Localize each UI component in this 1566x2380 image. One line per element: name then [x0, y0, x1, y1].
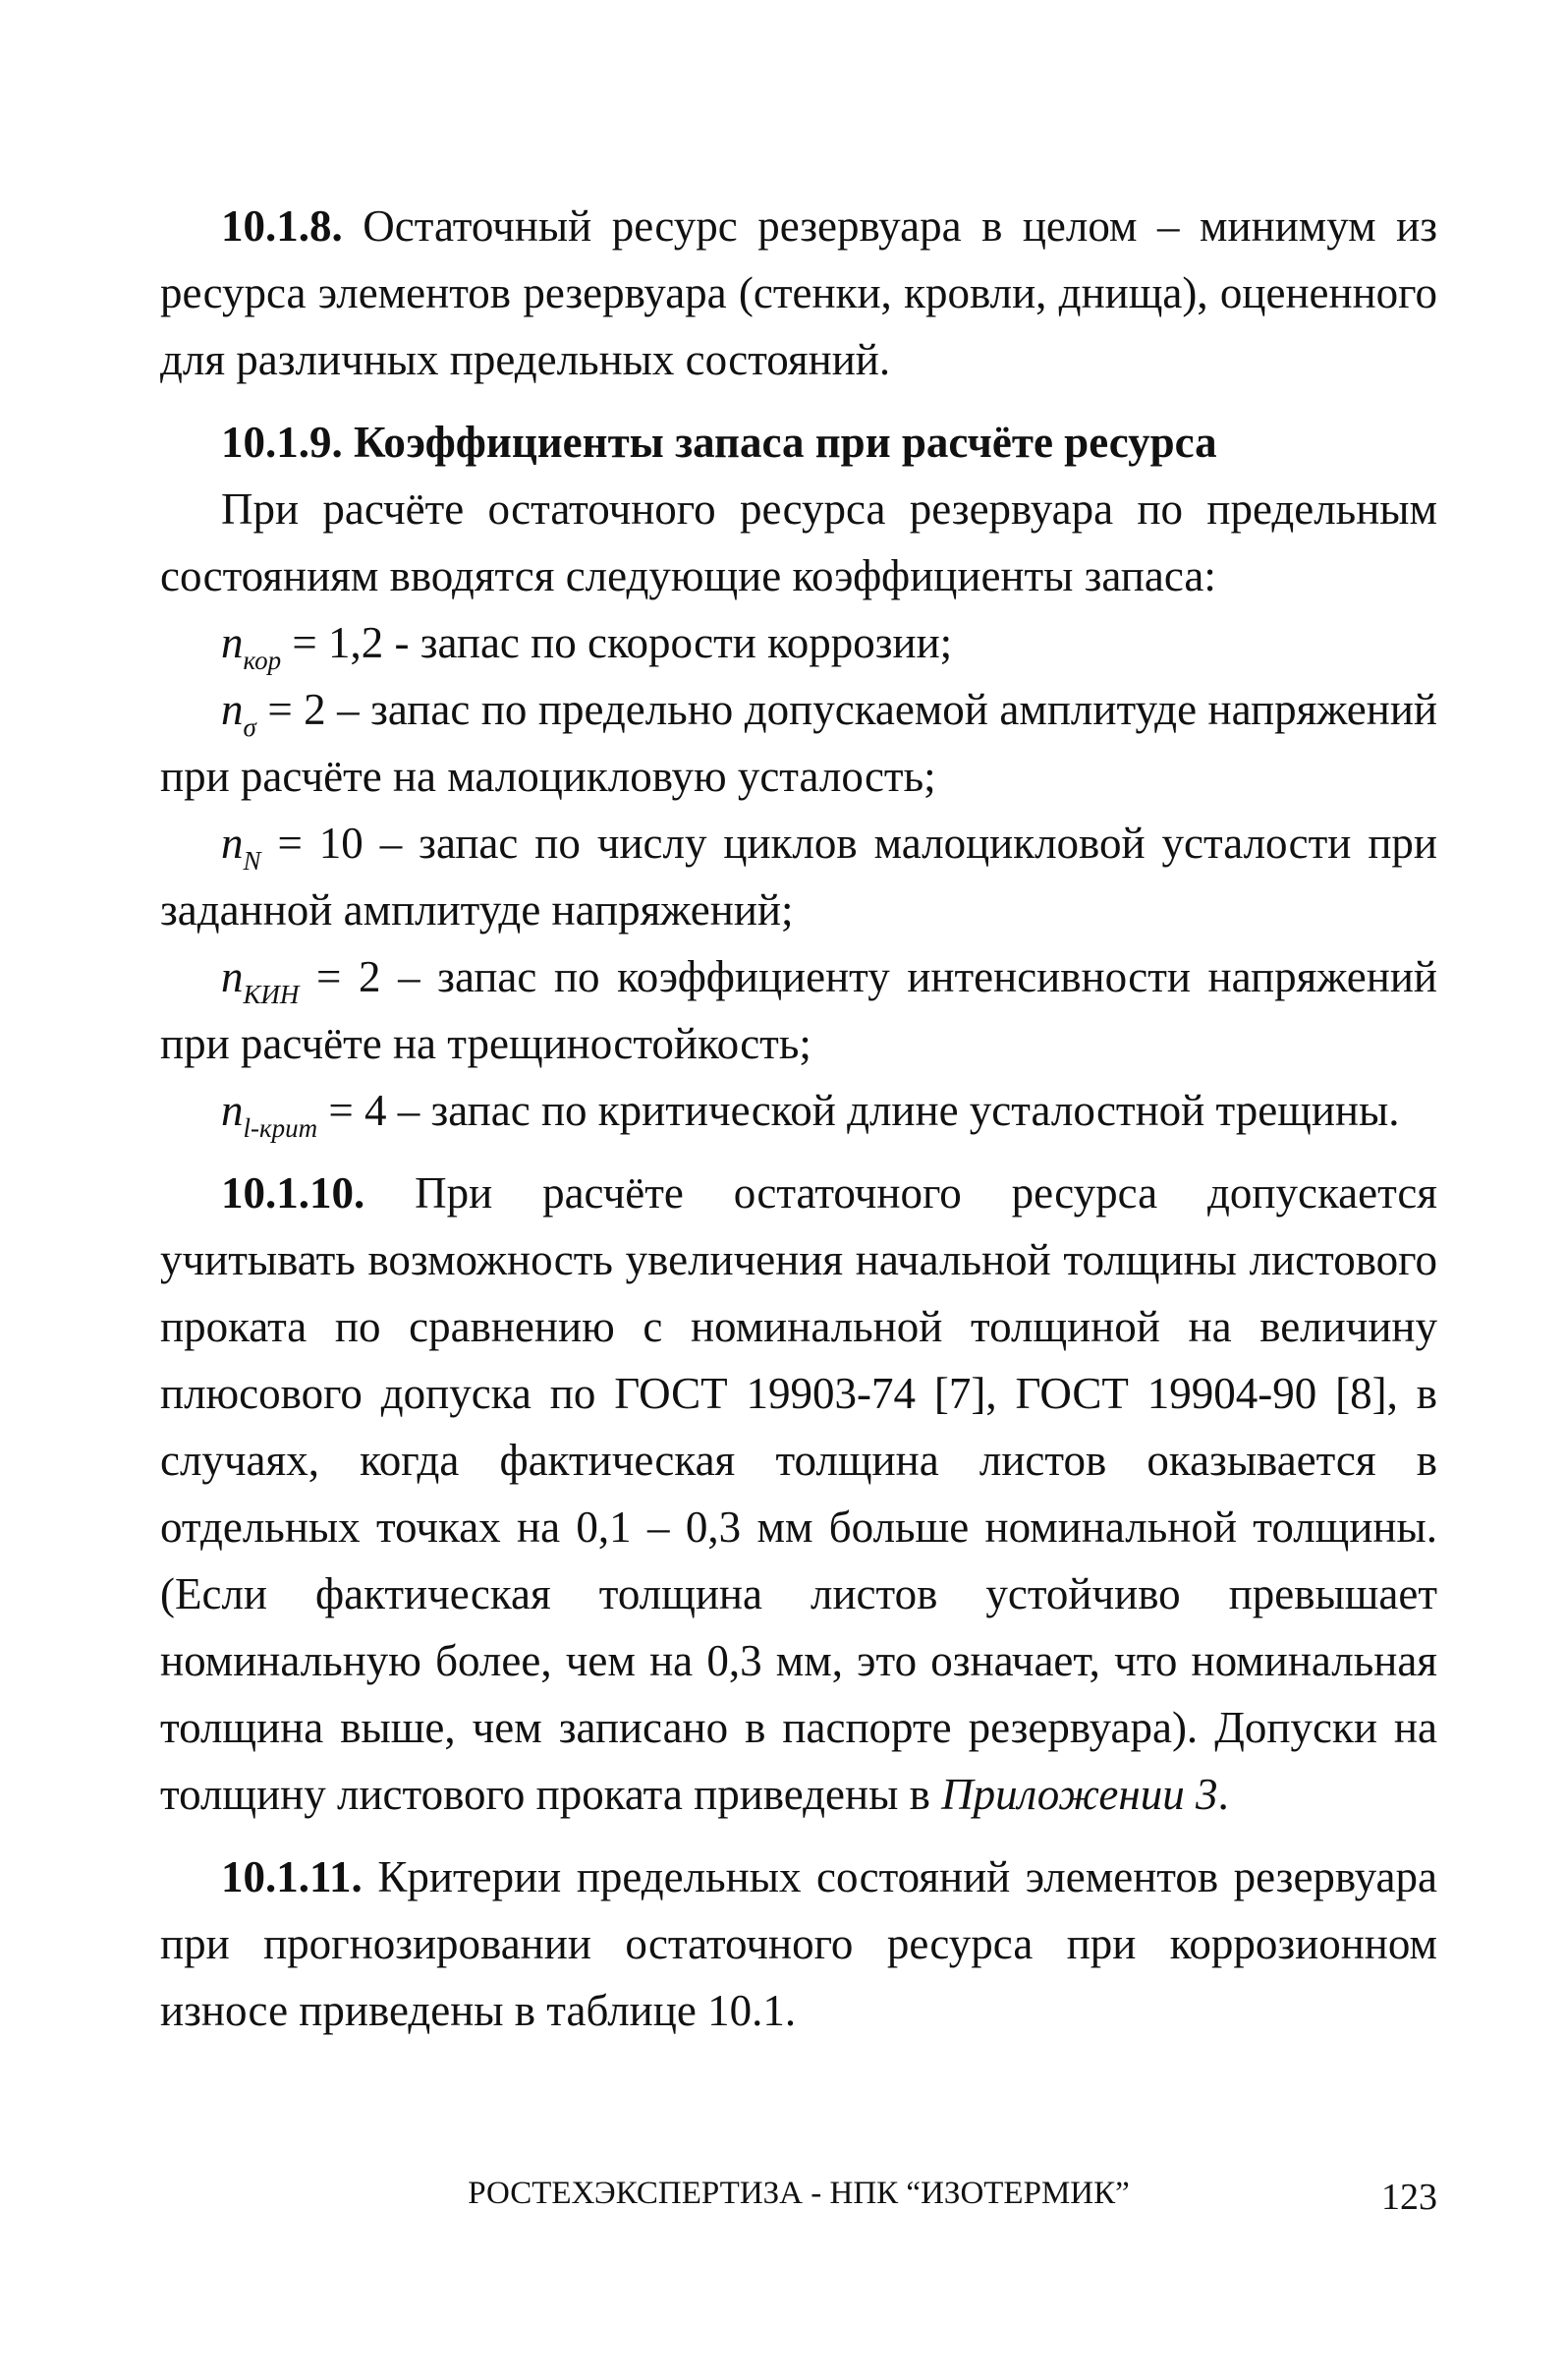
factor-text: = 2 – запас по предельно допускаемой амплитуде напряжений при расчёте на малоцикловую усталость; — [160, 685, 1437, 801]
factor-symbol: n — [221, 952, 244, 1001]
section-10-1-10 — [160, 1160, 1437, 1828]
factor-subscript: l-крит — [243, 1113, 318, 1143]
section-10-1-8 — [160, 193, 1437, 393]
factor-text: = 1,2 - запас по скорости коррозии; — [281, 618, 953, 667]
factor-symbol: n — [221, 618, 244, 667]
section-number: 10.1.11. — [221, 1852, 363, 1901]
factor-text: = 4 – запас по критической длине усталостной трещины. — [317, 1086, 1400, 1135]
factor-subscript: кор — [243, 646, 282, 675]
section-10-1-11 — [160, 1843, 1437, 2044]
section-text-end: . — [1217, 1770, 1229, 1819]
factor-n-sigma — [160, 676, 1437, 810]
page-number: 123 — [1381, 2177, 1437, 2218]
factor-symbol: n — [221, 819, 244, 868]
factor-subscript: N — [243, 846, 261, 876]
appendix-reference: Приложении 3 — [941, 1770, 1218, 1819]
factor-n-kor — [160, 609, 1437, 676]
section-text: При расчёте остаточного ресурса допускается учитывать возможность увеличения начальной толщины листового проката по сравнению с номинальной толщиной на величину плюсового допуска по ГОСТ 19903-74 [7], ГОСТ 19904-90 [8], в случаях, когда фактическая толщина листов оказывается в отдельных точках на 0,1 – 0,3 мм больше номинальной толщины. (Если фактическая толщина листов устойчиво превышает номинальную более, чем на 0,3 мм, это означает, что номинальная толщина выше, чем записано в паспорте резервуара). Допуски на толщину листового проката приведены в — [160, 1168, 1437, 1819]
section-text: Остаточный ресурс резервуара в целом – минимум из ресурса элементов резервуара (стенки, кровли, днища), оцененного для различных предельных состояний. — [160, 201, 1437, 384]
footer-publisher: РОСТЕХЭКСПЕРТИЗА - НПК “ИЗОТЕРМИК” — [468, 2176, 1130, 2211]
page-footer — [160, 2176, 1437, 2235]
factor-n-kin — [160, 943, 1437, 1077]
section-10-1-9-heading — [160, 409, 1437, 476]
section-number: 10.1.8. — [221, 201, 343, 251]
factor-symbol: n — [221, 685, 244, 734]
factor-subscript: σ — [243, 712, 256, 742]
document-body — [160, 193, 1437, 2044]
factor-n-N — [160, 810, 1437, 943]
section-heading: 10.1.9. Коэффициенты запаса при расчёте ресурса — [221, 418, 1217, 467]
factor-symbol: n — [221, 1086, 244, 1135]
factor-n-l-krit — [160, 1077, 1437, 1144]
factor-text: = 10 – запас по числу циклов малоцикловой усталости при заданной амплитуде напряжений; — [160, 819, 1437, 935]
section-10-1-9-intro: При расчёте остаточного ресурса резервуара по предельным состояниям вводятся следующие коэффициенты запаса: — [160, 484, 1437, 600]
section-text: Критерии предельных состояний элементов резервуара при прогнозировании остаточного ресурса при коррозионном износе приведены в таблице 10.1. — [160, 1852, 1437, 2035]
section-number: 10.1.10. — [221, 1168, 365, 1218]
factor-subscript: КИН — [243, 980, 300, 1009]
factor-text: = 2 – запас по коэффициенту интенсивности напряжений при расчёте на трещиностойкость; — [160, 952, 1437, 1068]
